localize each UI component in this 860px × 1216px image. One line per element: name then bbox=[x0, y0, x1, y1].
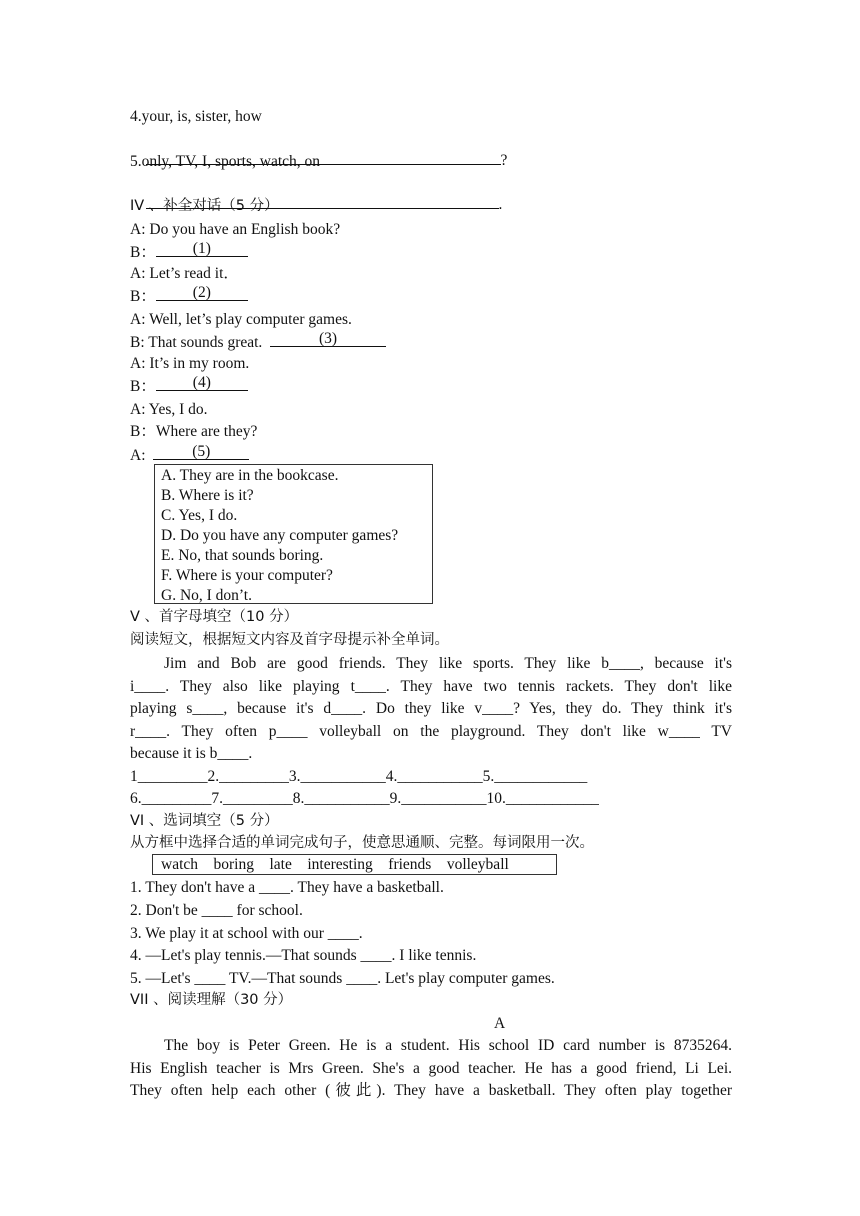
speaker-label: B： bbox=[130, 378, 156, 395]
option-f: F. Where is your computer? bbox=[161, 567, 333, 584]
speaker-label: B： bbox=[130, 288, 156, 305]
section-5-heading: V 、首字母填空（10 分） bbox=[130, 609, 299, 625]
passage-row: because it is b____. bbox=[130, 745, 253, 762]
section-4-heading: IV 、补全对话（5 分） bbox=[130, 198, 279, 214]
passage-row: The boy is Peter Green. He is a student. His school ID card number is 8735264. bbox=[164, 1037, 732, 1054]
option-d: D. Do you have any computer games? bbox=[161, 527, 399, 544]
blank-number: (3) bbox=[319, 330, 338, 347]
dialogue-line-2 bbox=[130, 242, 248, 263]
period-mark: . bbox=[498, 196, 503, 213]
option-b: B. Where is it? bbox=[161, 487, 254, 504]
section-5-instruction: 阅读短文，根据短文内容及首字母提示补全单词。 bbox=[130, 632, 449, 648]
passage-row: i____. They also like playing t____. They have two tennis rackets. They don't like bbox=[130, 677, 732, 695]
dialogue-line-5: A: Well, let’s play computer games. bbox=[130, 311, 352, 328]
passage-row: Jim and Bob are good friends. They like sports. They like b____, because it's bbox=[164, 655, 732, 672]
dialogue-line-8 bbox=[130, 376, 248, 397]
speaker-label: A: bbox=[130, 447, 146, 464]
section-6-instruction: 从方框中选择合适的单词完成句子，使意思通顺、完整。每词限用一次。 bbox=[130, 835, 594, 851]
dialogue-line-6 bbox=[130, 332, 386, 353]
fill-item-2: 2. Don't be ____ for school. bbox=[130, 902, 303, 919]
passage-label: A bbox=[494, 1015, 506, 1032]
dialogue-text: B: That sounds great. bbox=[130, 334, 263, 351]
dialogue-line-7: A: It’s in my room. bbox=[130, 355, 250, 372]
question-mark: ? bbox=[500, 152, 508, 169]
passage-row: His English teacher is Mrs Green. She's a good teacher. He has a good friend, Li Lei. bbox=[130, 1059, 732, 1077]
options-box bbox=[154, 464, 433, 604]
section-5-passage bbox=[130, 653, 732, 766]
blank-number: (1) bbox=[192, 240, 211, 257]
dialogue-blank-1[interactable] bbox=[156, 242, 248, 257]
option-a: A. They are in the bookcase. bbox=[161, 467, 339, 484]
blank-number: (2) bbox=[192, 284, 211, 301]
section-6-heading: VI 、选词填空（5 分） bbox=[130, 813, 279, 829]
dialogue-line-11 bbox=[130, 445, 249, 466]
option-c: C. Yes, I do. bbox=[161, 507, 238, 524]
dialogue-blank-5[interactable] bbox=[153, 445, 249, 460]
word-bank-box: watch boring late interesting friends volleyball bbox=[152, 854, 557, 875]
fill-item-1: 1. They don't have a ____. They have a basketball. bbox=[130, 879, 444, 896]
option-g: G. No, I don’t. bbox=[161, 587, 252, 604]
dialogue-blank-4[interactable] bbox=[156, 376, 248, 391]
passage-row: They often help each other (彼此). They have a basketball. They often play together bbox=[130, 1082, 732, 1099]
answer-row-1[interactable]: 1_________2._________3.___________4.___________5.____________ bbox=[130, 768, 588, 785]
dialogue-line-3: A: Let’s read it． bbox=[130, 265, 239, 282]
q3-item-4: 4.your, is, sister, how bbox=[130, 108, 262, 125]
reading-passage-a bbox=[130, 1035, 732, 1103]
passage-row: playing s____, because it's d____. Do they like v____? Yes, they do. They think it's bbox=[130, 700, 732, 717]
dialogue-line-10: B：Where are they? bbox=[130, 423, 258, 440]
speaker-label: B： bbox=[130, 244, 156, 261]
q3-item-5: 5.only, TV, I, sports, watch, on bbox=[130, 153, 321, 170]
dialogue-blank-2[interactable] bbox=[156, 286, 248, 301]
dialogue-line-9: A: Yes, I do. bbox=[130, 401, 208, 418]
dialogue-line-4 bbox=[130, 286, 248, 307]
blank-number: (4) bbox=[192, 374, 211, 391]
fill-item-4: 4. —Let's play tennis.—That sounds ____. I like tennis. bbox=[130, 947, 477, 964]
dialogue-line-1: A: Do you have an English book? bbox=[130, 221, 341, 238]
passage-row: r____. They often p____ volleyball on the playground. They don't like w____ TV bbox=[130, 722, 732, 740]
fill-item-3: 3. We play it at school with our ____. bbox=[130, 925, 363, 942]
section-7-heading: VII 、阅读理解（30 分） bbox=[130, 992, 293, 1008]
blank-number: (5) bbox=[192, 443, 211, 460]
option-e: E. No, that sounds boring. bbox=[161, 547, 324, 564]
dialogue-blank-3[interactable] bbox=[270, 332, 386, 347]
answer-row-2[interactable]: 6._________7._________8.___________9.___________10.____________ bbox=[130, 790, 599, 807]
fill-item-5: 5. —Let's ____ TV.—That sounds ____. Let's play computer games. bbox=[130, 970, 555, 987]
